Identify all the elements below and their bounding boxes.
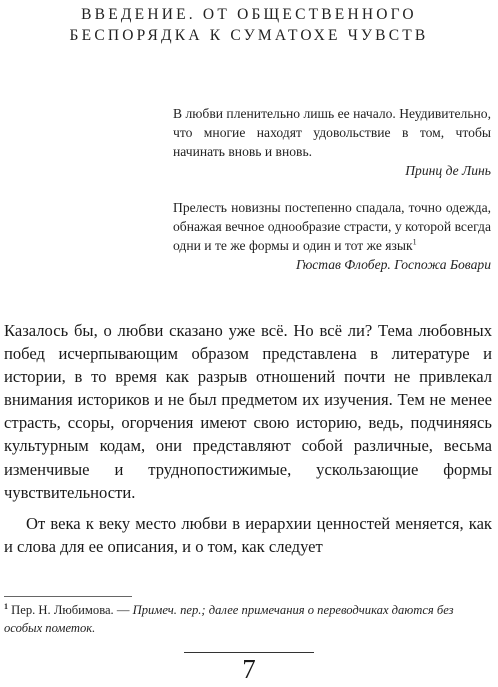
epigraph-text: Прелесть новизны постепенно спадала, точно одежда, обнажая вечное однообразие страсти, у которой всегда одни и те же формы и один и тот же язык [173, 200, 491, 253]
epigraph-text: В любви пленительно лишь ее начало. Неудивительно, что многие находят удовольствие в том, чтобы начинать вновь и вновь. [173, 106, 491, 159]
paragraph: Казалось бы, о любви сказано уже всё. Но всё ли? Тема любовных побед исчерпывающим образом представлена в литературе и истории, в то время как разрыв отношений почти не привлекал внимания историков и не был предметом их изучения. Тем не менее страсть, ссоры, огорчения имеют свою историю, ведь, подчиняясь культурным кодам, они представляют собой различные, весьма изменчивые и труднопостижимые, ускользающие формы чувствительности. [4, 321, 492, 502]
epigraph-author: Принц де Линь [405, 163, 491, 178]
epigraph-1 [173, 104, 491, 180]
epigraph-2 [173, 198, 491, 274]
epigraph-author: Гюстав Флобер. Госпожа Бовари [295, 257, 491, 272]
footnote-number: 1 [4, 601, 8, 611]
chapter-title [0, 4, 498, 46]
epigraphs [173, 104, 491, 274]
footnote-reference[interactable]: 1 [412, 237, 417, 247]
chapter-title-line-1: ВВЕДЕНИЕ. ОТ ОБЩЕСТВЕННОГО [81, 6, 417, 23]
page-number: 7 [242, 654, 256, 684]
footnote-divider [4, 596, 132, 597]
epigraph-text-container [173, 198, 491, 255]
footnote [4, 601, 492, 637]
main-text [4, 319, 492, 558]
chapter-title-line-2: БЕСПОРЯДКА К СУМАТОХЕ ЧУВСТВ [69, 27, 429, 44]
footnote-note: Примеч. пер.; далее примечания о переводчиках даются без особых пометок. [4, 603, 454, 635]
footnote-translator: Пер. Н. Любимова. — [11, 603, 130, 617]
paragraph: От века к веку место любви в иерархии ценностей меняется, как и слова для ее описания, и о том, как следует [4, 513, 492, 556]
